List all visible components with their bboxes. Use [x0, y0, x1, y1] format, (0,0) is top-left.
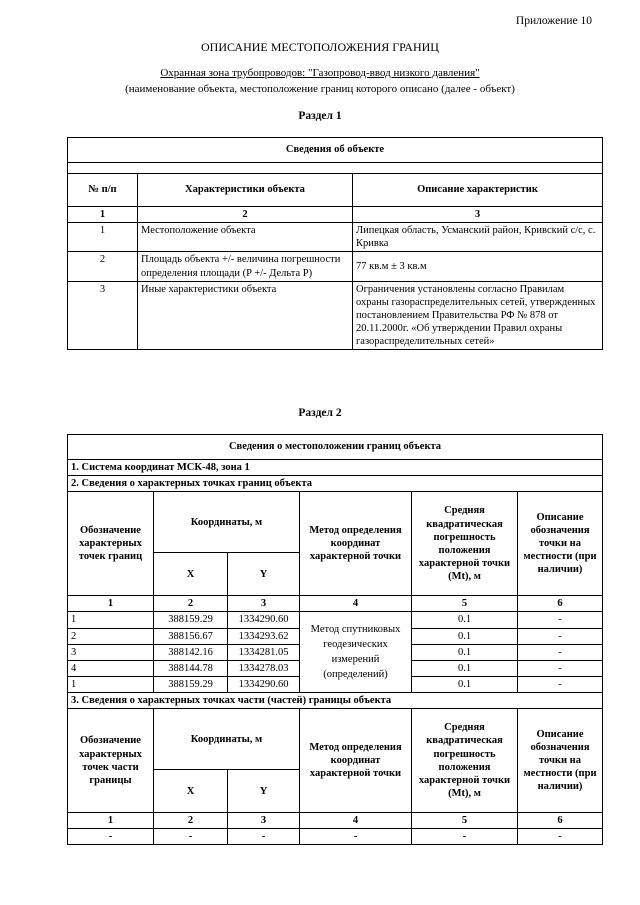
part-point-cell: - — [68, 829, 154, 845]
header-number: № п/п — [68, 174, 138, 207]
points-section-title: 2. Сведения о характерных точках границ объекта — [68, 476, 603, 492]
header-y: Y — [228, 770, 300, 813]
point-description: - — [518, 660, 603, 676]
header-method: Метод определения координат характерной точки — [300, 709, 412, 813]
header-characteristics: Характеристики объекта — [138, 174, 353, 207]
col-number: 3 — [228, 596, 300, 612]
section-2-title: Раздел 2 — [298, 407, 342, 419]
object-name — [0, 67, 640, 79]
header-error: Средняя квадратическая погрешность положения характерной точки (Mt), м — [412, 709, 518, 813]
col-number: 6 — [518, 813, 603, 829]
appendix-label: Приложение 10 — [515, 15, 592, 27]
col-number: 2 — [154, 813, 228, 829]
table-row — [68, 612, 603, 628]
point-name: 3 — [68, 644, 154, 660]
point-name: 4 — [68, 660, 154, 676]
col-number: 5 — [412, 596, 518, 612]
header-point-description: Описание обозначения точки на местности (при наличии) — [518, 709, 603, 813]
row-characteristic: Местоположение объекта — [138, 223, 353, 252]
coordinate-system: 1. Система координат МСК-48, зона 1 — [68, 460, 603, 476]
table-row — [68, 223, 603, 252]
header-error: Средняя квадратическая погрешность положения характерной точки (Mt), м — [412, 492, 518, 596]
point-x: 388142.16 — [154, 644, 228, 660]
header-coordinates: Координаты, м — [154, 709, 300, 770]
boundary-table — [67, 434, 603, 845]
col-number: 1 — [68, 596, 154, 612]
row-characteristic: Площадь объекта +/- величина погрешности определения площади (P +/- Дельта P) — [138, 252, 353, 281]
point-error: 0.1 — [412, 676, 518, 692]
header-part-point-designation: Обозначение характерных точек части границы — [68, 709, 154, 813]
col-number: 2 — [154, 596, 228, 612]
header-x: X — [154, 770, 228, 813]
col-number: 3 — [228, 813, 300, 829]
point-error: 0.1 — [412, 644, 518, 660]
point-name: 1 — [68, 676, 154, 692]
row-number: 3 — [68, 281, 138, 350]
part-point-cell: - — [228, 829, 300, 845]
col-number: 5 — [412, 813, 518, 829]
row-number: 1 — [68, 223, 138, 252]
point-description: - — [518, 676, 603, 692]
point-name: 1 — [68, 612, 154, 628]
header-coordinates: Координаты, м — [154, 492, 300, 553]
point-error: 0.1 — [412, 628, 518, 644]
table-row — [68, 281, 603, 350]
point-x: 388156.67 — [154, 628, 228, 644]
spacer-row — [68, 163, 603, 174]
col-number: 6 — [518, 596, 603, 612]
row-description: 77 кв.м ± 3 кв.м — [353, 252, 603, 281]
header-point-description: Описание обозначения точки на местности (при наличии) — [518, 492, 603, 596]
col-number: 2 — [138, 207, 353, 223]
header-point-designation: Обозначение характерных точек границ — [68, 492, 154, 596]
part-point-cell: - — [518, 829, 603, 845]
object-info-title: Сведения об объекте — [68, 138, 603, 163]
point-error: 0.1 — [412, 660, 518, 676]
header-y: Y — [228, 553, 300, 596]
point-x: 388159.29 — [154, 612, 228, 628]
section-1-title: Раздел 1 — [298, 110, 342, 122]
point-description: - — [518, 644, 603, 660]
point-method: Метод спутниковых геодезических измерений (определений) — [300, 612, 412, 693]
row-description: Ограничения установлены согласно Правилам охраны газораспределительных сетей, утвержденных постановлением Правительства РФ № 878 от 20.11.2000г. «Об утверждении Правил охраны газораспределительных сетей» — [353, 281, 603, 350]
part-point-cell: - — [154, 829, 228, 845]
row-description: Липецкая область, Усманский район, Кривский с/с, с. Кривка — [353, 223, 603, 252]
col-number: 4 — [300, 596, 412, 612]
point-y: 1334281.05 — [228, 644, 300, 660]
row-characteristic: Иные характеристики объекта — [138, 281, 353, 350]
point-x: 388144.78 — [154, 660, 228, 676]
point-description: - — [518, 628, 603, 644]
point-x: 388159.29 — [154, 676, 228, 692]
col-number: 4 — [300, 813, 412, 829]
document-title: ОПИСАНИЕ МЕСТОПОЛОЖЕНИЯ ГРАНИЦ — [201, 40, 439, 54]
part-point-cell: - — [412, 829, 518, 845]
part-points-section-title: 3. Сведения о характерных точках части (частей) границы объекта — [68, 693, 603, 709]
col-number: 3 — [353, 207, 603, 223]
object-name-text: Охранная зона трубопроводов: "Газопровод-ввод низкого давления" — [160, 67, 480, 79]
point-y: 1334290.60 — [228, 612, 300, 628]
object-info-table — [67, 137, 603, 350]
point-error: 0.1 — [412, 612, 518, 628]
point-y: 1334293.62 — [228, 628, 300, 644]
boundary-table-title: Сведения о местоположении границ объекта — [68, 435, 603, 460]
header-x: X — [154, 553, 228, 596]
point-name: 2 — [68, 628, 154, 644]
header-method: Метод определения координат характерной точки — [300, 492, 412, 596]
row-number: 2 — [68, 252, 138, 281]
point-description: - — [518, 612, 603, 628]
point-y: 1334278.03 — [228, 660, 300, 676]
object-note: (наименование объекта, местоположение границ которого описано (далее - объект) — [125, 83, 515, 95]
col-number: 1 — [68, 813, 154, 829]
part-point-cell: - — [300, 829, 412, 845]
point-y: 1334290.60 — [228, 676, 300, 692]
header-description: Описание характеристик — [353, 174, 603, 207]
table-row — [68, 829, 603, 845]
col-number: 1 — [68, 207, 138, 223]
table-row — [68, 252, 603, 281]
